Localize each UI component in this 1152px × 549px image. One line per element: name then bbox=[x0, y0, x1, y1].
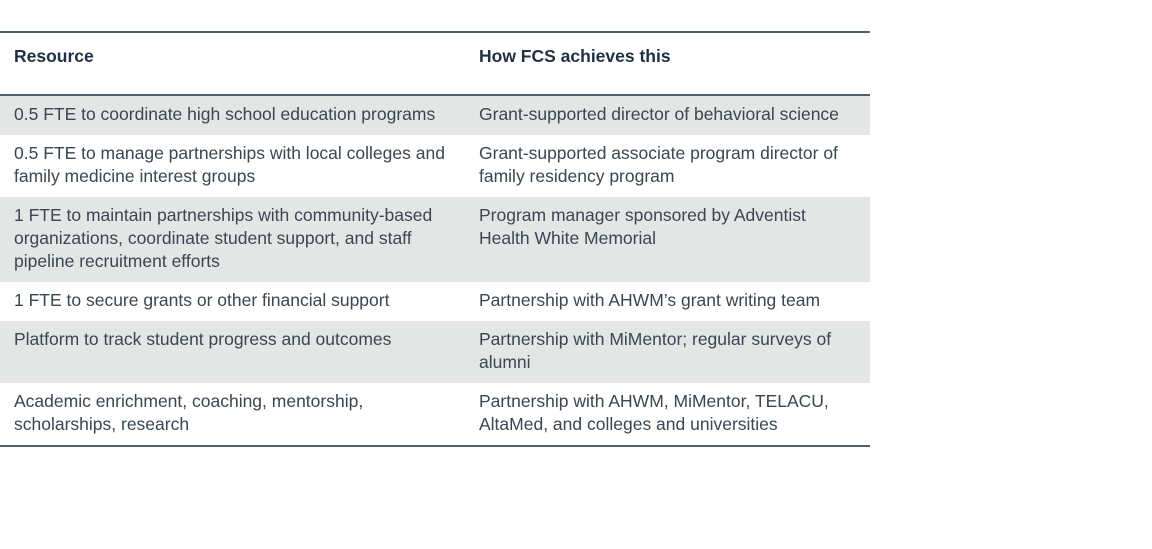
resource-cell: 1 FTE to maintain partnerships with community-based organizations, coordinate student support, and staff pipeline recruitment efforts bbox=[14, 205, 433, 271]
table-row bbox=[0, 321, 870, 383]
column-header-resource: Resource bbox=[0, 32, 465, 95]
resource-cell: 1 FTE to secure grants or other financial support bbox=[14, 290, 390, 310]
achieves-cell: Program manager sponsored by Adventist Health White Memorial bbox=[479, 205, 806, 248]
resource-cell: Academic enrichment, coaching, mentorship, scholarships, research bbox=[14, 391, 364, 434]
header-row bbox=[0, 32, 870, 95]
table-row bbox=[0, 95, 870, 135]
resource-table-container bbox=[0, 31, 870, 447]
achieves-cell: Partnership with MiMentor; regular surveys of alumni bbox=[479, 329, 832, 372]
table-row bbox=[0, 197, 870, 282]
table-row bbox=[0, 135, 870, 197]
resource-cell: Platform to track student progress and outcomes bbox=[14, 329, 392, 349]
table-header bbox=[0, 32, 870, 95]
resource-table bbox=[0, 31, 870, 447]
resource-cell: 0.5 FTE to coordinate high school education programs bbox=[14, 104, 436, 124]
achieves-cell: Grant-supported director of behavioral science bbox=[479, 104, 839, 124]
table-row bbox=[0, 282, 870, 321]
table-row bbox=[0, 383, 870, 446]
resource-cell: 0.5 FTE to manage partnerships with local colleges and family medicine interest groups bbox=[14, 143, 445, 186]
table-body bbox=[0, 95, 870, 446]
achieves-cell: Partnership with AHWM, MiMentor, TELACU, AltaMed, and colleges and universities bbox=[479, 391, 829, 434]
column-header-how-fcs-achieves-this: How FCS achieves this bbox=[465, 32, 870, 95]
achieves-cell: Partnership with AHWM’s grant writing team bbox=[479, 290, 821, 310]
achieves-cell: Grant-supported associate program director of family residency program bbox=[479, 143, 838, 186]
